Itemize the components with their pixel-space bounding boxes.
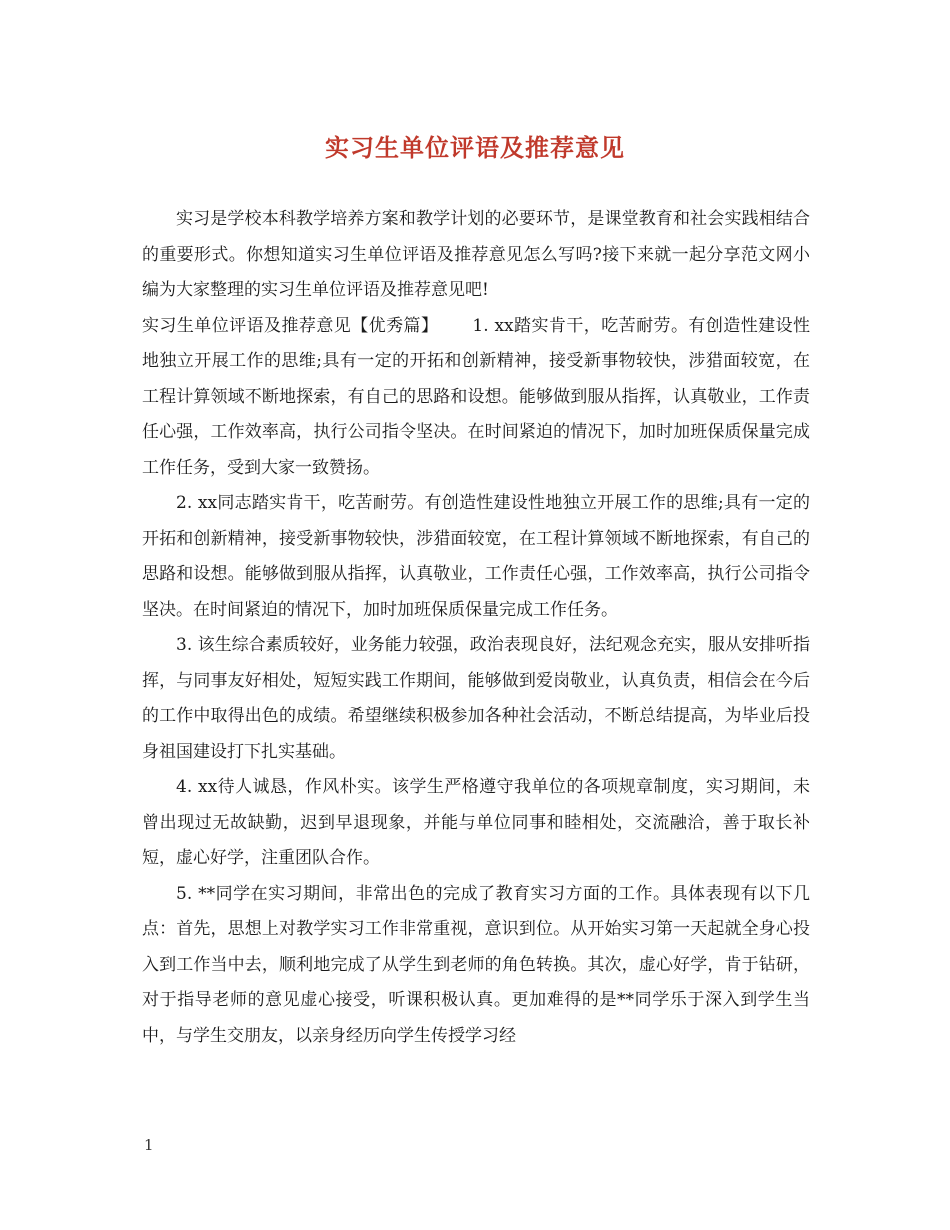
paragraph-3: 3. 该生综合素质较好，业务能力较强，政治表现良好，法纪观念充实，服从安排听指挥，与同事友好相处，短短实践工作期间，能够做到爱岗敬业，认真负责，相信会在今后的工作中取得出色的成绩。希望继续积极参加各种社会活动，不断总结提高，为毕业后投身祖国建设打下扎实基础。 — [142, 635, 810, 762]
paragraph-5: 5. **同学在实习期间，非常出色的完成了教育实习方面的工作。具体表现有以下几点：首先，思想上对教学实习工作非常重视，意识到位。从开始实习第一天起就全身心投入到工作当中去，顺利地完成了从学生到老师的角色转换。其次，虚心好学，肯于钻研，对于指导老师的意见虚心接受，听课积极认真。更加难得的是**同学乐于深入到学生当中，与学生交朋友，以亲身经历向学生传授学习经 — [142, 883, 810, 1046]
intro-paragraph: 实习是学校本科教学培养方案和教学计划的必要环节，是课堂教育和社会实践相结合的重要形式。你想知道实习生单位评语及推荐意见怎么写吗?接下来就一起分享范文网小编为大家整理的实习生单位评语及推荐意见吧! — [142, 209, 810, 300]
paragraph-1: 1. xx踏实肯干，吃苦耐劳。有创造性建设性地独立开展工作的思维;具有一定的开拓和创新精神，接受新事物较快，涉猎面较宽，在工程计算领域不断地探索，有自己的思路和设想。能够做到服从指挥，认真敬业，工作责任心强，工作效率高，执行公司指令坚决。在时间紧迫的情况下，加时加班保质保量完成工作任务，受到大家一致赞扬。 — [142, 315, 810, 478]
page-number: 1 — [144, 1136, 154, 1154]
page-title: 实习生单位评语及推荐意见 — [325, 133, 625, 162]
section-line — [142, 309, 810, 487]
section-heading: 实习生单位评语及推荐意见【优秀篇】 — [142, 315, 439, 336]
paragraph-4: 4. xx待人诚恳，作风朴实。该学生严格遵守我单位的各项规章制度，实习期间，未曾出现过无故缺勤，迟到早退现象，并能与单位同事和睦相处，交流融洽，善于取长补短，虚心好学，注重团队合作。 — [142, 777, 810, 868]
paragraph-2: 2. xx同志踏实肯干，吃苦耐劳。有创造性建设性地独立开展工作的思维;具有一定的开拓和创新精神，接受新事物较快，涉猎面较宽，在工程计算领域不断地探索，有自己的思路和设想。能够做到服从指挥，认真敬业，工作责任心强，工作效率高，执行公司指令坚决。在时间紧迫的情况下，加时加班保质保量完成工作任务。 — [142, 493, 810, 620]
document-body — [142, 202, 810, 1054]
